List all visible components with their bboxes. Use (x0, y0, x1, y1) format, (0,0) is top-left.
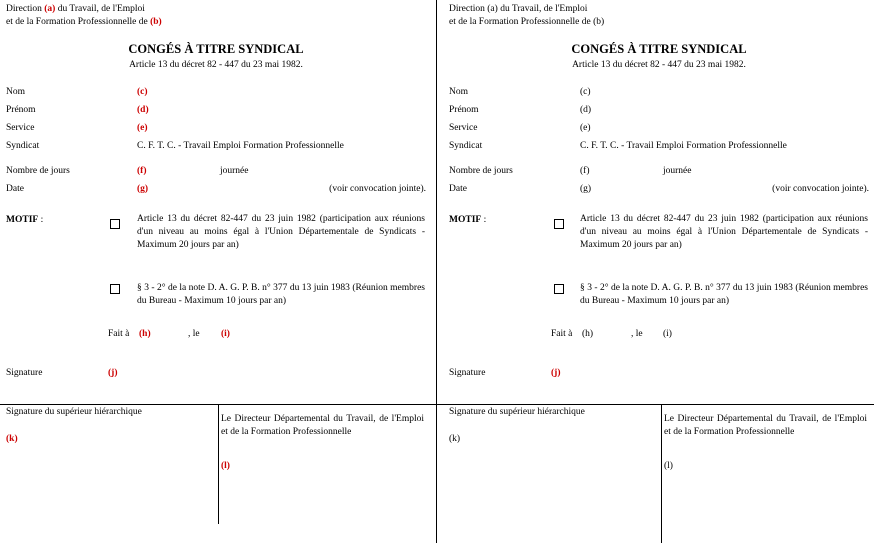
syndicat-value: C. F. T. C. - Travail Emploi Formation Professionnelle (580, 141, 787, 151)
header-formation: et de la Formation Professionnelle de (449, 17, 591, 27)
mark-b: (b) (150, 17, 162, 27)
motif-colon: : (40, 215, 44, 225)
jours-value: (f) (137, 166, 147, 176)
service-label: Service (6, 123, 35, 133)
signature-value: (j) (551, 368, 561, 378)
fait-place: (h) (139, 329, 151, 339)
motif-label-row (6, 214, 43, 226)
form-title: CONGÉS À TITRE SYNDICAL (128, 42, 304, 56)
fait-date: (i) (663, 329, 672, 339)
syndicat-label: Syndicat (449, 141, 483, 151)
header-travail: du Travail, de l'Emploi (57, 4, 145, 14)
syndicat-label: Syndicat (6, 141, 40, 151)
jours-unit: journée (220, 166, 249, 176)
header-line-1 (449, 3, 587, 15)
bottom-column-divider (218, 404, 219, 524)
mark-a: (a) (44, 4, 56, 14)
nom-value: (c) (580, 87, 591, 97)
motif-label-row (449, 214, 486, 226)
signature-value: (j) (108, 368, 118, 378)
header-line-2 (449, 16, 604, 28)
date-label: Date (6, 184, 24, 194)
form-subtitle: Article 13 du décret 82 - 447 du 23 mai 1982. (129, 60, 303, 70)
bottom-separator (437, 404, 874, 405)
jours-unit: journée (663, 166, 692, 176)
date-note: (voir convocation jointe). (329, 184, 426, 194)
form-title: CONGÉS À TITRE SYNDICAL (571, 42, 747, 56)
fait-label: Fait à (108, 329, 130, 339)
motif-colon: : (483, 215, 487, 225)
header-direction: Direction (6, 4, 42, 14)
date-label: Date (449, 184, 467, 194)
bottom-column-divider (661, 404, 662, 543)
director-label: Le Directeur Départemental du Travail, de l'Emploi et de la Formation Professionnelle (221, 414, 424, 437)
jours-label: Nombre de jours (6, 166, 70, 176)
nom-value: (c) (137, 87, 148, 97)
date-value: (g) (580, 184, 592, 194)
motif-option2-text: § 3 - 2° de la note D. A. G. P. B. n° 377 du 13 juin 1983 (Réunion membres du Bureau - Maximum 10 jours par an) (137, 283, 425, 306)
prenom-value: (d) (580, 105, 592, 115)
signature-label: Signature (6, 368, 43, 378)
jours-value: (f) (580, 166, 590, 176)
date-note: (voir convocation jointe). (772, 184, 869, 194)
motif-label: MOTIF (6, 215, 39, 225)
header-line-1 (6, 3, 145, 15)
prenom-value: (d) (137, 105, 149, 115)
nom-label: Nom (449, 87, 468, 97)
superior-label: Signature du supérieur hiérarchique (6, 407, 142, 417)
header-travail: du Travail, de l'Emploi (500, 4, 588, 14)
syndicat-value: C. F. T. C. - Travail Emploi Formation Professionnelle (137, 141, 344, 151)
service-value: (e) (580, 123, 591, 133)
superior-value: (k) (6, 434, 18, 444)
motif-option1-text: Article 13 du décret 82-447 du 23 juin 1982 (participation aux réunions d'un niveau au moins égal à l'Union Départementale de Syndicats - Maximum 20 jours par an) (580, 214, 868, 250)
form-subtitle: Article 13 du décret 82 - 447 du 23 mai 1982. (572, 60, 746, 70)
superior-label: Signature du supérieur hiérarchique (449, 407, 585, 417)
motif-option1-text: Article 13 du décret 82-447 du 23 juin 1982 (participation aux réunions d'un niveau au moins égal à l'Union Départementale de Syndicats - Maximum 20 jours par an) (137, 214, 425, 250)
header-line-2 (6, 16, 162, 28)
jours-label: Nombre de jours (449, 166, 513, 176)
prenom-label: Prénom (6, 105, 36, 115)
fait-date: (i) (221, 329, 230, 339)
form-right (437, 0, 873, 543)
form-left (0, 0, 436, 543)
date-value: (g) (137, 184, 149, 194)
fait-place: (h) (582, 329, 594, 339)
motif-label: MOTIF (449, 215, 482, 225)
director-value: (l) (221, 461, 230, 471)
mark-a: (a) (487, 4, 498, 14)
prenom-label: Prénom (449, 105, 479, 115)
service-label: Service (449, 123, 478, 133)
header-formation: et de la Formation Professionnelle de (6, 17, 148, 27)
superior-value: (k) (449, 434, 461, 444)
signature-label: Signature (449, 368, 486, 378)
director-value: (l) (664, 461, 673, 471)
fait-le: , le (188, 329, 200, 339)
motif-option2-checkbox[interactable] (554, 284, 564, 294)
service-value: (e) (137, 123, 148, 133)
nom-label: Nom (6, 87, 25, 97)
fait-le: , le (631, 329, 643, 339)
header-direction: Direction (449, 4, 485, 14)
motif-option2-checkbox[interactable] (110, 284, 120, 294)
mark-b: (b) (593, 17, 605, 27)
director-label: Le Directeur Départemental du Travail, de l'Emploi et de la Formation Professionnelle (664, 414, 867, 437)
motif-option2-text: § 3 - 2° de la note D. A. G. P. B. n° 377 du 13 juin 1983 (Réunion membres du Bureau - Maximum 10 jours par an) (580, 283, 868, 306)
motif-option1-checkbox[interactable] (110, 219, 120, 229)
fait-label: Fait à (551, 329, 573, 339)
motif-option1-checkbox[interactable] (554, 219, 564, 229)
